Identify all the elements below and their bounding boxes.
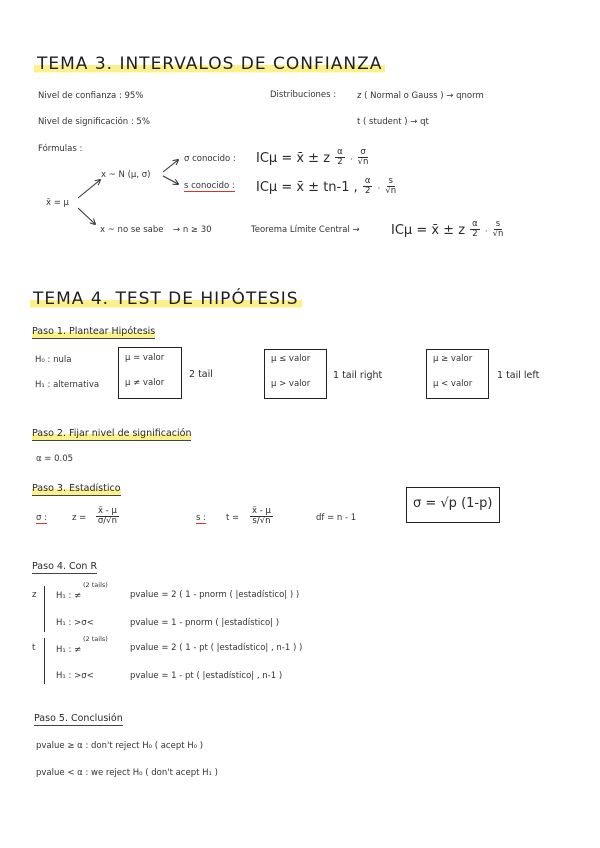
formulas-label: Fórmulas : [38, 144, 83, 154]
tail-label-left: 1 tail left [497, 370, 540, 381]
tema4-title: TEMA 4. TEST DE HIPÓTESIS [30, 289, 302, 309]
conclusion-reject: pvalue < α : we reject H₀ ( don't acept H₁ ) [36, 768, 218, 778]
alpha-value: α = 0.05 [36, 454, 74, 464]
z-statistic-fraction: $\frac{x̄ - \mu}{\sigma/√n}$ [97, 506, 117, 526]
pvalue-t-one: pvalue = 1 - pt ( |estadístico| , n-1 ) [130, 671, 283, 681]
t-group-bar [44, 638, 45, 684]
tail-label-two: 2 tail [189, 369, 213, 380]
box1-bottom: μ ≠ valor [125, 378, 165, 388]
pvalue-t-two: pvalue = 2 ( 1 - pt ( |estadístico| , n-1 ) ) [130, 643, 303, 653]
t-two-tails-note: (2 tails) [83, 635, 108, 643]
distribucion-t: t ( student ) → qt [357, 117, 429, 127]
t-statistic-fraction: $\frac{x̄ - \mu}{s/√n}$ [252, 506, 271, 526]
paso1-heading: Paso 1. Plantear Hipótesis [32, 326, 156, 337]
box3-bottom: μ < valor [433, 379, 473, 389]
conclusion-not-reject: pvalue ≥ α : don't reject H₀ ( acept H₀ ) [36, 741, 204, 751]
degrees-freedom: df = n - 1 [316, 513, 357, 523]
box3-top: μ ≥ valor [433, 354, 473, 364]
z-h1-neq: H₁ : ≠ [56, 591, 82, 601]
n-mayor-30: → n ≥ 30 [173, 225, 212, 235]
sigma-known-label: σ : [36, 513, 47, 523]
h1-label: H₁ : alternativa [35, 380, 100, 390]
z-h1-one: H₁ : >σ< [56, 618, 94, 628]
tema3-title: TEMA 3. INTERVALOS DE CONFIANZA [34, 54, 385, 74]
nivel-significacion: Nivel de significación : 5% [38, 117, 150, 127]
no-se-sabe: x ~ no se sabe [100, 225, 164, 235]
distribucion-z: z ( Normal o Gauss ) → qnorm [357, 91, 484, 101]
ic-tlc-formula: ICμ = x̄ ± z $\frac{\alpha}{2}$ · $\frac{s}{√n}$ [391, 219, 504, 239]
nivel-confianza: Nivel de confianza : 95% [38, 91, 144, 101]
sigma-proportion-formula: σ = √p (1-p) [413, 496, 493, 511]
distribuciones-label: Distribuciones : [270, 90, 337, 100]
xbar-mu: x̄ = μ [46, 198, 69, 208]
teorema-limite-central: Teorema Límite Central → [251, 225, 360, 235]
normal-distribution: x ~ N (μ, σ) [101, 170, 151, 180]
h0-label: H₀ : nula [35, 355, 72, 365]
paso2-heading: Paso 2. Fijar nivel de significación [32, 428, 192, 439]
z-equals: z = [72, 513, 87, 523]
ic-t-formula: ICμ = x̄ ± tn-1 , $\frac{\alpha}{2}$ · $\frac{s}{√n}$ [256, 176, 397, 196]
s-known-label: s : [196, 513, 206, 523]
z-group-bar [44, 586, 45, 632]
ic-z-formula: ICμ = x̄ ± z $\frac{\alpha}{2}$ · $\frac{\sigma}{√n}$ [256, 147, 369, 167]
sigma-conocido: σ conocido : [184, 154, 236, 164]
box2-top: μ ≤ valor [271, 354, 311, 364]
box2-bottom: μ > valor [271, 379, 311, 389]
t-h1-one: H₁ : >σ< [56, 671, 94, 681]
paso5-heading: Paso 5. Conclusión [34, 713, 123, 724]
s-conocido: s conocido : [184, 181, 235, 191]
pvalue-z-two: pvalue = 2 ( 1 - pnorm ( |estadístico| ) ) [130, 590, 300, 600]
t-group-letter: t [32, 643, 36, 653]
pvalue-z-one: pvalue = 1 - pnorm ( |estadístico| ) [130, 618, 280, 628]
z-two-tails-note: (2 tails) [83, 581, 108, 589]
paso3-heading: Paso 3. Estadístico [32, 483, 121, 494]
box1-top: μ = valor [125, 353, 165, 363]
z-group-letter: z [32, 590, 37, 600]
t-h1-neq: H₁ : ≠ [56, 645, 82, 655]
paso4-heading: Paso 4. Con R [32, 561, 98, 572]
tail-label-right: 1 tail right [333, 370, 383, 381]
t-equals: t = [226, 513, 240, 523]
